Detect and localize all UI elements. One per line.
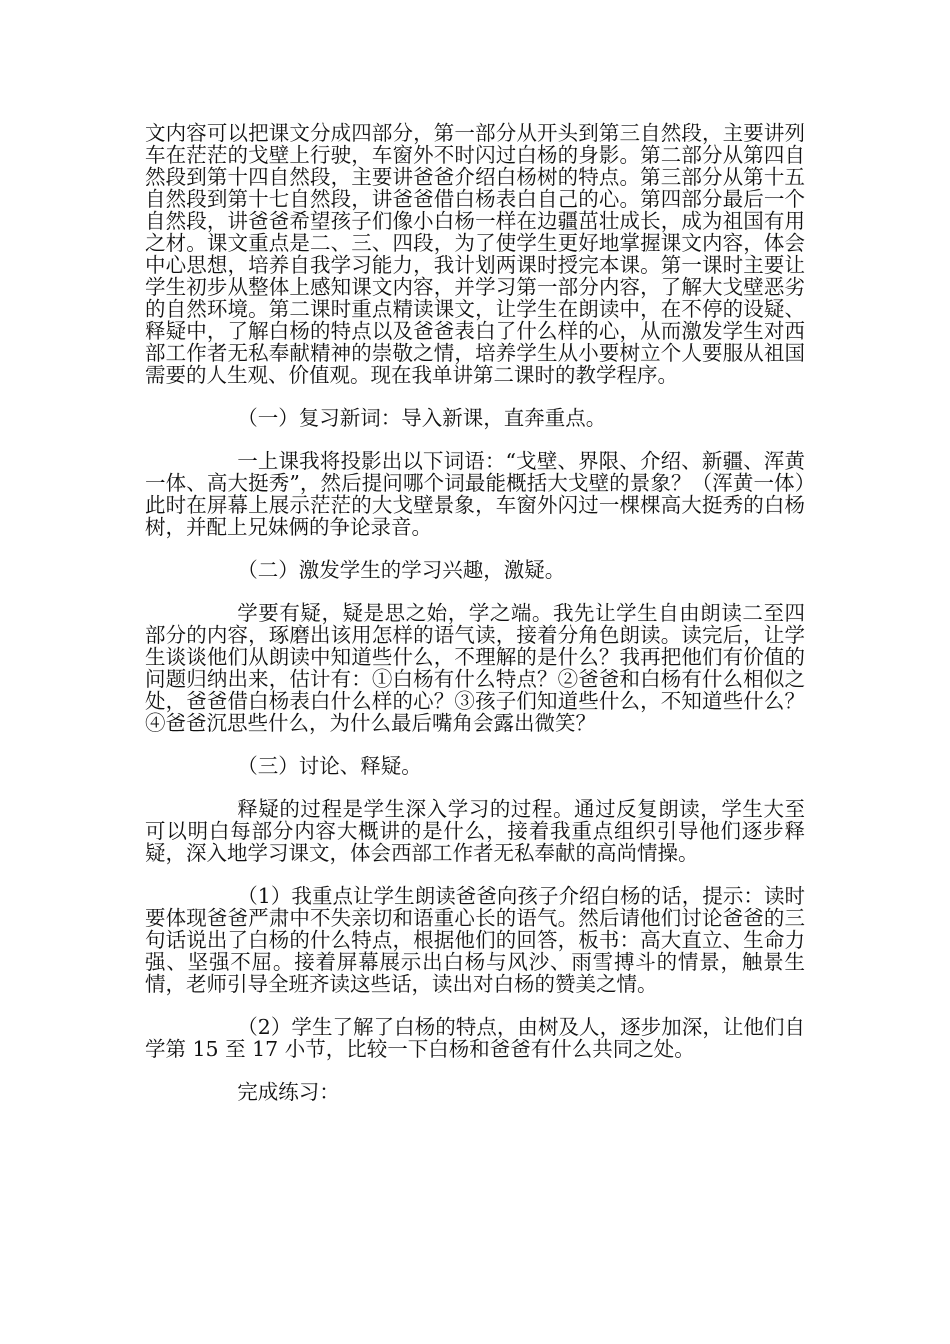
paragraph-exercise: 完成练习： — [237, 1080, 340, 1104]
paragraph-section-1: 一上课我将投影出以下词语：“戈壁、界限、介绍、新疆、浑黄一体、高大挺秀”，然后提问哪个词最能概括大戈壁的景象？（浑黄一体）此时在屏幕上展示茫茫的大戈壁景象，车窗外闪过一棵棵高大挺秀的白杨树，并配上兄妹俩的争论录音。 — [145, 449, 805, 539]
paragraph-step-2: （2）学生了解了白杨的特点，由树及人，逐步加深，让他们自学第 15 至 17 小节，比较一下白杨和爸爸有什么共同之处。 — [145, 1015, 805, 1061]
paragraph-section-3: 释疑的过程是学生深入学习的过程。通过反复朗读，学生大至可以明白每部分内容大概讲的是什么，接着我重点组织引导他们逐步释疑，深入地学习课文，体会西部工作者无私奉献的高尚情操。 — [145, 797, 805, 865]
paragraph-section-2: 学要有疑，疑是思之始，学之端。我先让学生自由朗读二至四部分的内容，琢磨出该用怎样的语气读，接着分角色朗读。读完后，让学生谈谈他们从朗读中知道些什么，不理解的是什么？我再把他们有价值的问题归纳出来，估计有：①白杨有什么特点？②爸爸和白杨有什么相似之处，爸爸借白杨表白什么样的心？③孩子们知道些什么，不知道些什么？④爸爸沉思些什么，为什么最后嘴角会露出微笑？ — [145, 601, 805, 735]
document-body — [145, 122, 805, 1103]
section-heading-3: （三）讨论、释疑。 — [237, 754, 422, 778]
section-heading-2: （二）激发学生的学习兴趣，激疑。 — [237, 558, 566, 582]
section-heading-1: （一）复习新词：导入新课，直奔重点。 — [237, 406, 607, 430]
paragraph-intro: 文内容可以把课文分成四部分，第一部分从开头到第三自然段，主要讲列车在茫茫的戈壁上行驶，车窗外不时闪过白杨的身影。第二部分从第四自然段到第十四自然段，主要讲爸爸介绍白杨树的特点。第三部分从第十五自然段到第十七自然段，讲爸爸借白杨表白自己的心。第四部分最后一个自然段，讲爸爸希望孩子们像小白杨一样在边疆茁壮成长，成为祖国有用之材。课文重点是二、三、四段，为了使学生更好地掌握课文内容，体会中心思想，培养自我学习能力，我计划两课时授完本课。第一课时主要让学生初步从整体上感知课文内容，并学习第一部分内容，了解大戈壁恶劣的自然环境。第二课时重点精读课文，让学生在朗读中，在不停的设疑、释疑中，了解白杨的特点以及爸爸表白了什么样的心，从而激发学生对西部工作者无私奉献精神的崇敬之情，培养学生从小要树立个人要服从祖国需要的人生观、价值观。现在我单讲第二课时的教学程序。 — [145, 121, 805, 387]
paragraph-step-1: （1）我重点让学生朗读爸爸向孩子介绍白杨的话，提示：读时要体现爸爸严肃中不失亲切和语重心长的语气。然后请他们讨论爸爸的三句话说出了白杨的什么特点，根据他们的回答，板书：高大直立、生命力强、坚强不屈。接着屏幕展示出白杨与风沙、雨雪搏斗的情景，触景生情，老师引导全班齐读这些话，读出对白杨的赞美之情。 — [145, 884, 805, 996]
